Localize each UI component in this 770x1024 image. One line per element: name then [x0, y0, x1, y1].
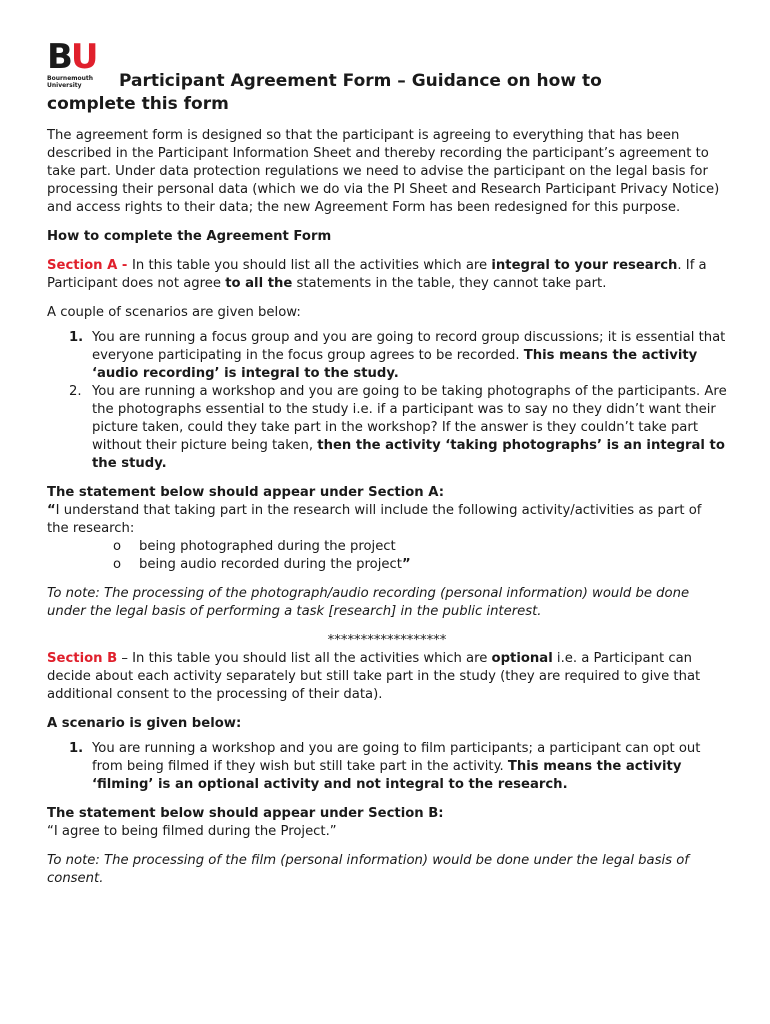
scenario-b-heading: A scenario is given below:	[47, 716, 242, 731]
statement-b-text: “I agree to being filmed during the Project.”	[47, 824, 337, 839]
list-item: 1. You are running a focus group and you are going to record group discussions; it is essential that everyone participating in the focus group agrees to be recorded. This means the activity ‘audio recording’ is integral to the study.	[69, 330, 726, 381]
section-b-paragraph: Section B – In this table you should list all the activities which are optional i.e. a Participant can decide about each activity separately but still take part in the study (they are required to give that additional consent to the processing of their data).	[47, 651, 701, 702]
note-b: To note: The processing of the film (personal information) would be done under the legal basis of consent.	[47, 853, 689, 886]
statement-a-bullets	[47, 538, 727, 574]
scenarios-list	[47, 329, 727, 473]
document-page	[47, 37, 727, 888]
intro-paragraph: The agreement form is designed so that the participant is agreeing to everything that has been described in the Participant Information Sheet and thereby recording the participant’s agreement to take part. Under data protection regulations we need to advise the participant on the legal basis for processing their personal data (which we do via the PI Sheet and Research Participant Privacy Notice) and access rights to their data; the new Agreement Form has been redesigned for this purpose.	[47, 128, 720, 215]
separator: ******************	[327, 633, 447, 648]
statement-b-heading: The statement below should appear under Section B:	[47, 806, 444, 821]
list-item: o being photographed during the project	[113, 539, 396, 554]
how-to-heading: How to complete the Agreement Form	[47, 229, 332, 244]
section-a-paragraph: Section A - In this table you should list all the activities which are integral to your research. If a Participant does not agree to all the statements in the table, they cannot take part.	[47, 258, 707, 291]
bu-logo	[47, 37, 117, 92]
list-item: 1. You are running a workshop and you are going to film participants; a participant can opt out from being filmed if they wish but still take part in the activity. This means the activity ‘filming’ is an optional activity and not integral to the research.	[69, 741, 701, 792]
statement-a-text: “I understand that taking part in the research will include the following activity/activities as part of the research:	[47, 503, 702, 536]
page-title: Participant Agreement Form – Guidance on how to complete this form	[47, 71, 602, 114]
note-a: To note: The processing of the photograph/audio recording (personal information) would be done under the legal basis of performing a task [research] in the public interest.	[47, 586, 690, 619]
list-item: 2. You are running a workshop and you are going to be taking photographs of the participants. Are the photographs essential to the study i.e. if a participant was to say no they didn’t want their picture taken, could they take part in the workshop? If the answer is they couldn’t take part without their picture being taken, then the activity ‘taking photographs’ is an integral to the study.	[69, 384, 727, 471]
bu-logo-text: Bournemouth University	[47, 75, 94, 89]
list-item: o being audio recorded during the project”	[113, 557, 411, 572]
statement-a-heading: The statement below should appear under Section A:	[47, 485, 444, 500]
bu-logo-mark: BU	[47, 37, 97, 77]
scenario-b-list	[47, 740, 727, 794]
scenarios-intro: A couple of scenarios are given below:	[47, 305, 301, 320]
